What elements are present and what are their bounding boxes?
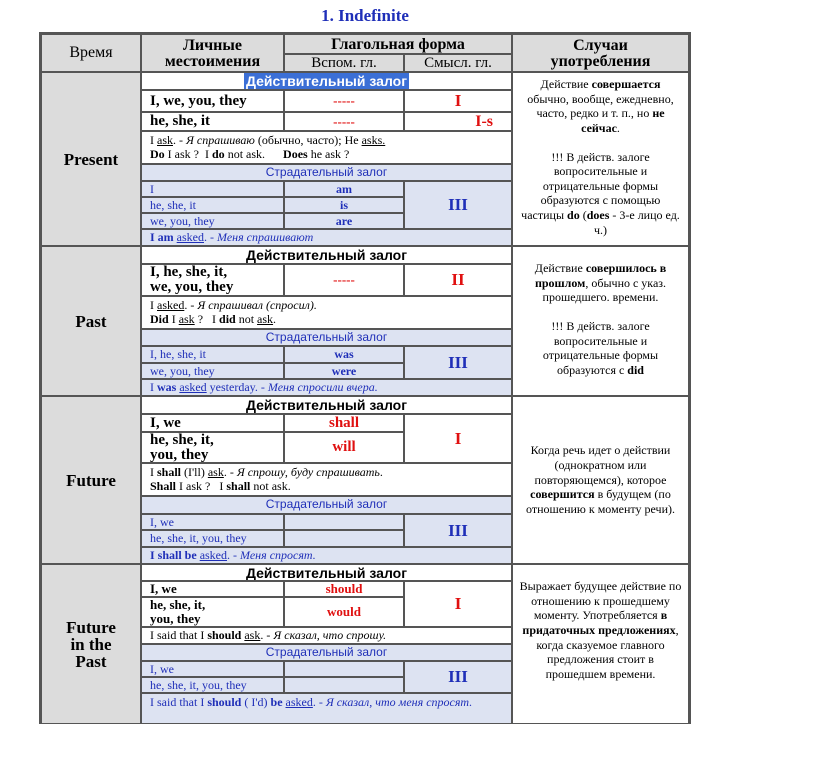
- future-passive-main: [404, 514, 512, 547]
- t: is: [339, 198, 348, 212]
- t: ( I'd): [241, 695, 271, 709]
- past-active-heading: [141, 246, 512, 264]
- t: , когда сказуемое главного предложения стоит в прошедшем времени.: [536, 622, 679, 681]
- t: (I'll): [181, 465, 208, 479]
- t: will: [332, 439, 356, 455]
- past-usage-p2: [519, 319, 682, 378]
- t: Меня спрашивают: [217, 230, 314, 244]
- t: I, we: [150, 415, 181, 431]
- t: asked: [199, 548, 228, 562]
- present-active-heading-text: Действительный залог: [245, 73, 408, 89]
- future-pronoun-row2: [141, 432, 284, 463]
- present-passive-aux-3: [284, 213, 404, 229]
- t: he, she, it: [150, 198, 196, 212]
- present-aux-1: [284, 90, 404, 112]
- t: asked: [176, 230, 204, 244]
- future-example: [141, 463, 512, 496]
- header-pronouns-line2: местоимения: [164, 53, 261, 70]
- future-active-heading: [141, 396, 512, 414]
- header-usage-line2: употребления: [550, 53, 651, 70]
- present-passive-pronoun-3: [141, 213, 284, 229]
- t: should: [207, 628, 242, 642]
- t: Я сказал, что меня спросят.: [325, 695, 473, 709]
- present-main-2-text: I-s: [475, 113, 493, 130]
- present-main-1: [404, 90, 512, 112]
- t: I: [150, 182, 154, 196]
- past-aux-1: [284, 264, 404, 296]
- t: yesterday. -: [206, 380, 268, 394]
- present-pronoun-row1: [141, 90, 284, 112]
- past-example-line2: [150, 312, 511, 326]
- past-example: [141, 296, 512, 329]
- t: . -: [312, 695, 326, 709]
- header-usage-line1: Случаи: [573, 37, 628, 54]
- t: .: [616, 120, 620, 135]
- t: I said that I: [150, 628, 208, 642]
- t: he, she, it, you, they: [150, 678, 247, 692]
- present-passive-example: [141, 229, 512, 246]
- t: he, she, it,: [150, 597, 206, 612]
- t: Выражает будущее действие по отношению к прошедшему моменту. Употребляется: [519, 579, 682, 623]
- present-passive-pronoun-2: [141, 197, 284, 213]
- header-usage: [512, 34, 689, 72]
- present-example-line2: [150, 147, 511, 161]
- t: I: [150, 465, 157, 479]
- header-aux: [284, 54, 404, 72]
- header-aux-label: Вспом. гл.: [311, 55, 377, 71]
- grammar-table: [39, 32, 691, 724]
- future-example-line1: [150, 465, 511, 479]
- tense-future-in-the-past: [41, 564, 141, 724]
- t: he, she, it,: [150, 432, 214, 448]
- t: asked: [285, 695, 313, 709]
- header-verb-form: [284, 34, 512, 54]
- t: be: [270, 695, 283, 709]
- present-pronoun-row2: [141, 112, 284, 131]
- t: I: [150, 298, 157, 312]
- fitp-passive-heading: [141, 644, 512, 661]
- present-passive-aux-1: [284, 181, 404, 197]
- t: he, she, it, you, they: [150, 531, 247, 545]
- past-usage: [512, 246, 689, 396]
- t: обычно, вообще, ежедневно, часто, редко и т. п., но: [527, 91, 674, 121]
- t: Я спрошу, буду спрашивать: [236, 465, 380, 479]
- t: (: [579, 208, 587, 222]
- t: III: [448, 352, 468, 372]
- t: !!! В действ. залоге вопросительные и отрицательные формы образуются с помощью частицы: [521, 149, 661, 222]
- t: III: [448, 520, 468, 540]
- present-passive-main: [404, 181, 512, 229]
- t: would: [327, 604, 361, 619]
- tense-future: [41, 396, 141, 564]
- future-passive-aux-1: [284, 514, 404, 530]
- t: (обычно, часто); He: [254, 133, 362, 147]
- fitp-aux-1: [284, 581, 404, 597]
- t: shall: [157, 465, 182, 479]
- t: . -: [227, 548, 241, 562]
- present-aux-2: [284, 112, 404, 131]
- t: asked: [179, 380, 207, 394]
- present-usage-p1: [519, 77, 682, 136]
- t: III: [448, 195, 468, 214]
- tense-future-label: Future: [66, 470, 116, 490]
- t: - 3-е лицо ед. ч.): [593, 208, 680, 237]
- t: I, we: [150, 581, 177, 596]
- future-passive-pronoun-1: [141, 514, 284, 530]
- tense-present: [41, 72, 141, 246]
- future-passive-example: [141, 547, 512, 564]
- t: I ask ? I: [164, 147, 212, 161]
- t: Я спрашивал (спросил).: [197, 298, 317, 312]
- t: Shall: [150, 479, 177, 493]
- fitp-pronoun-row2: [141, 597, 284, 627]
- fitp-passive-pronoun-1: [141, 661, 284, 677]
- t: I ask ? I: [176, 479, 227, 493]
- future-example-line2: [150, 479, 511, 493]
- t: II: [451, 270, 465, 289]
- t: Я сказал, что спрошу.: [273, 628, 387, 642]
- t: Когда речь идет о действии (однократном или повторяющемся), которое: [530, 443, 671, 487]
- present-passive-pronoun-1: [141, 181, 284, 197]
- t: I: [168, 312, 179, 326]
- header-main-label: Смысл. гл.: [424, 55, 492, 71]
- past-passive-aux-2: [284, 363, 404, 379]
- t: not ask.: [250, 479, 291, 493]
- present-usage-p2: [519, 150, 682, 238]
- present-aux-2-text: -----: [333, 113, 355, 129]
- t: I, he, she, it,: [150, 264, 228, 280]
- past-passive-heading: [141, 329, 512, 346]
- t: Меня спросят.: [240, 548, 316, 562]
- page-title: 1. Indefinite: [321, 6, 409, 25]
- t: did: [627, 362, 644, 377]
- t: I: [150, 230, 158, 244]
- header-verb-form-label: Глагольная форма: [331, 36, 465, 53]
- t: . -: [173, 133, 186, 147]
- t: not: [235, 312, 258, 326]
- t: III: [448, 667, 468, 686]
- fitp-passive-pronoun-2: [141, 677, 284, 693]
- t: was: [334, 347, 354, 361]
- t: ask: [207, 465, 224, 479]
- t: am: [336, 182, 352, 196]
- t: Страдательный залог: [265, 645, 388, 659]
- t: Страдательный залог: [265, 330, 388, 344]
- future-usage-p1: [519, 443, 682, 516]
- t: were: [331, 364, 357, 378]
- t: I: [150, 548, 158, 562]
- t: совершится: [530, 487, 595, 502]
- future-aux-1: [284, 414, 404, 432]
- t: we, you, they: [150, 279, 234, 295]
- fitp-usage: [512, 564, 689, 724]
- future-passive-pronoun-2: [141, 530, 284, 547]
- t: you, they: [150, 611, 201, 626]
- present-main-2: [404, 112, 512, 131]
- t: Do: [150, 147, 165, 161]
- present-passive-heading: [141, 164, 512, 181]
- t: do: [212, 147, 225, 161]
- past-passive-pronoun-1: [141, 346, 284, 363]
- t: asks.: [361, 133, 386, 147]
- t: in the: [70, 634, 112, 654]
- t: you, they: [150, 447, 209, 463]
- t: -----: [333, 272, 355, 287]
- t: Past: [75, 651, 107, 671]
- t: I: [150, 133, 157, 147]
- t: should: [325, 581, 363, 596]
- t: Future: [66, 617, 116, 637]
- t: ask: [244, 628, 261, 642]
- past-usage-p1: [519, 261, 682, 305]
- past-active-heading-text: Действительный залог: [245, 247, 408, 263]
- future-passive-aux-2: [284, 530, 404, 547]
- present-pronoun-1: I, we, you, they: [150, 93, 247, 109]
- present-passive-aux-2: [284, 197, 404, 213]
- t: should: [207, 695, 242, 709]
- t: not ask.: [224, 147, 284, 161]
- present-passive-heading-text: Страдательный залог: [265, 165, 388, 179]
- t: I: [454, 428, 462, 448]
- t: . -: [260, 628, 274, 642]
- header-time-label: Время: [69, 44, 113, 61]
- t: asked: [157, 298, 185, 312]
- future-pronoun-row1: [141, 414, 284, 432]
- header-pronouns: [141, 34, 284, 72]
- t: Страдательный залог: [265, 497, 388, 511]
- t: I: [454, 594, 462, 613]
- t: are: [335, 214, 353, 228]
- t: !!! В действ. залоге вопросительные и отрицательные формы образуются с: [542, 318, 659, 377]
- t: he ask ?: [307, 147, 350, 161]
- fitp-aux-2: [284, 597, 404, 627]
- t: Действительный залог: [245, 397, 408, 413]
- t: , обычно с указ. прошедшего. времени.: [542, 275, 667, 305]
- past-passive-example: [141, 379, 512, 396]
- t: Did: [150, 312, 169, 326]
- header-time: [41, 34, 141, 72]
- t: I said that I: [150, 695, 208, 709]
- present-example: [141, 131, 512, 164]
- t: ask: [257, 312, 274, 326]
- t: I, he, she, it: [150, 347, 206, 361]
- past-example-line1: [150, 298, 511, 312]
- t: в будущем (по отношению к моменту речи).: [526, 487, 675, 516]
- t: . -: [184, 298, 198, 312]
- fitp-main: [404, 581, 512, 627]
- tense-present-label: Present: [63, 149, 119, 169]
- tense-past: [41, 246, 141, 396]
- t: Я спрашиваю: [186, 133, 255, 147]
- t: I, we: [150, 662, 174, 676]
- header-main: [404, 54, 512, 72]
- t: we, you, they: [150, 214, 215, 228]
- t: не сейчас: [581, 106, 665, 135]
- t: Меня спросили вчера.: [267, 380, 378, 394]
- t: am: [157, 230, 174, 244]
- fitp-passive-aux-1: [284, 661, 404, 677]
- header-pronouns-line1: Личные: [183, 37, 242, 54]
- t: I: [150, 380, 157, 394]
- future-main: [404, 414, 512, 463]
- present-usage: [512, 72, 689, 246]
- t: .: [379, 465, 383, 479]
- fitp-passive-main: [404, 661, 512, 693]
- t: I, we: [150, 515, 174, 529]
- t: does: [586, 208, 610, 222]
- past-passive-main: [404, 346, 512, 379]
- future-aux-2: [284, 432, 404, 463]
- present-example-line1: [150, 133, 511, 147]
- fitp-active-heading: [141, 564, 512, 581]
- tense-past-label: Past: [75, 311, 107, 331]
- present-pronoun-2: he, she, it: [150, 113, 210, 129]
- fitp-passive-aux-2: [284, 677, 404, 693]
- past-passive-aux-1: [284, 346, 404, 363]
- present-aux-1-text: -----: [333, 93, 355, 108]
- present-active-heading: [141, 72, 512, 90]
- t: . -: [204, 230, 217, 244]
- t: совершается: [591, 77, 661, 91]
- fitp-example: [141, 627, 512, 644]
- t: shall: [226, 479, 251, 493]
- past-main-1: [404, 264, 512, 296]
- present-main-1-text: I: [454, 91, 462, 110]
- t: . -: [223, 465, 237, 479]
- t: shall: [328, 414, 359, 431]
- t: в придаточных предложениях: [522, 608, 676, 637]
- t: ? I: [194, 312, 220, 326]
- t: ask: [157, 133, 173, 147]
- t: did: [219, 312, 236, 326]
- fitp-usage-p1: [519, 579, 682, 681]
- fitp-passive-example: [141, 693, 512, 724]
- future-passive-heading: [141, 496, 512, 514]
- t: was: [157, 380, 177, 394]
- t: we, you, they: [150, 364, 215, 378]
- past-passive-pronoun-2: [141, 363, 284, 379]
- t: Действие: [540, 77, 592, 91]
- t: Does: [283, 147, 308, 161]
- t: shall be: [157, 548, 197, 562]
- t: Действительный залог: [245, 565, 408, 581]
- t: ask: [178, 312, 195, 326]
- future-usage: [512, 396, 689, 564]
- t: совершилось в прошлом: [534, 261, 667, 290]
- t: Действие: [534, 261, 586, 275]
- fitp-pronoun-row1: [141, 581, 284, 597]
- past-pronoun-row1: [141, 264, 284, 296]
- t: do: [567, 208, 580, 222]
- t: .: [273, 312, 277, 326]
